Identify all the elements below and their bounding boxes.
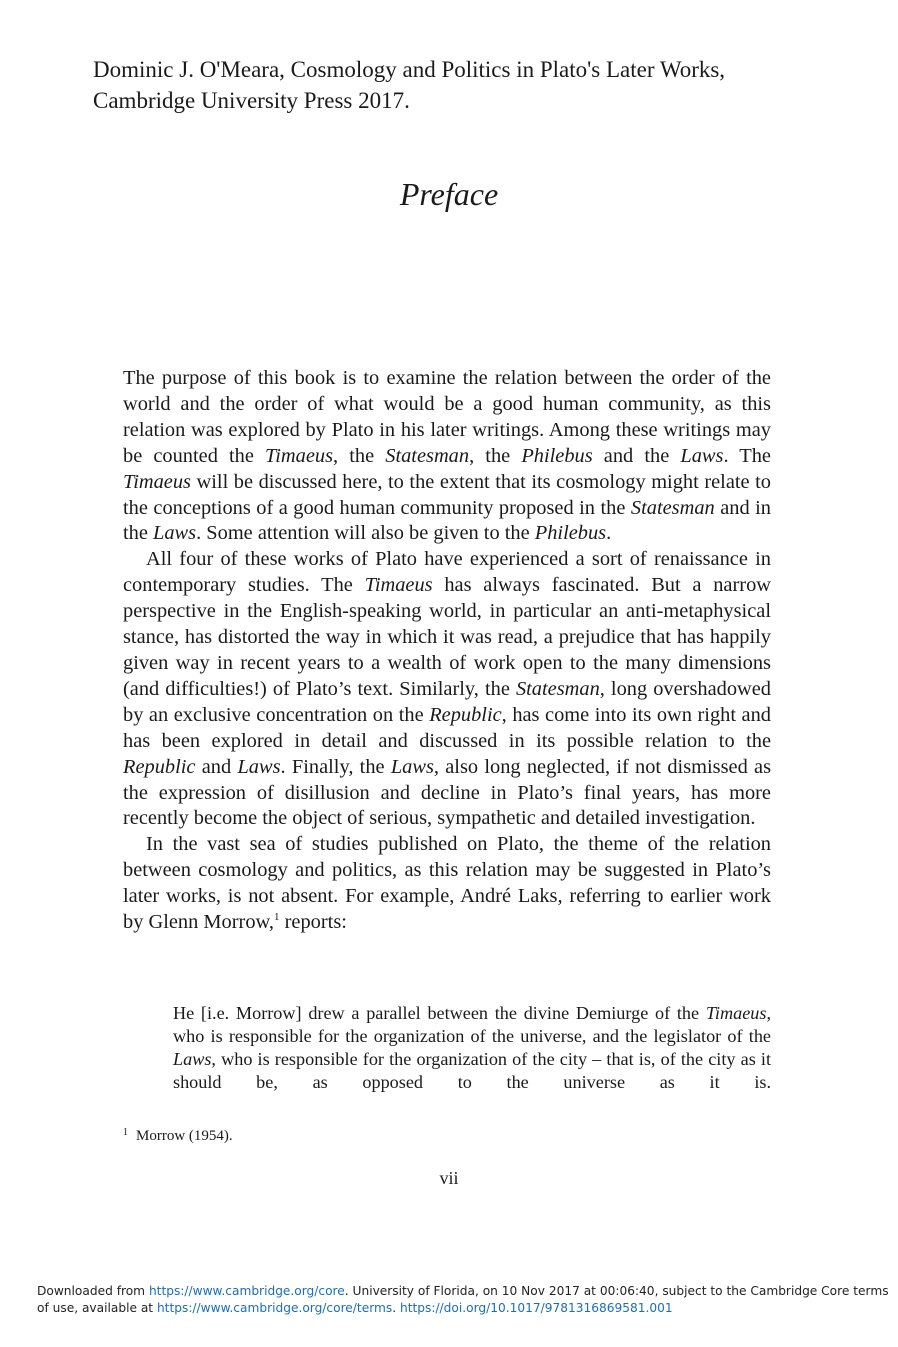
italic-title: Timaeus [123, 470, 191, 493]
cambridge-core-link[interactable]: https://www.cambridge.org/core [148, 1284, 345, 1298]
italic-title: Philebus [534, 522, 607, 545]
block-quote [173, 1002, 771, 1094]
text-run: , also long neglected, if not dismissed as the expression of disillusion and decline in Plato’s final years, has more recently become the object of serious, sympathetic and detailed investigation. [123, 755, 772, 830]
text-run: will be discussed here, to the extent that its cosmology might relate to the conceptions of a good human community proposed in the [123, 470, 771, 519]
text-run: and the [592, 444, 681, 467]
footnote-text: Morrow (1954). [136, 1128, 233, 1144]
italic-title: Timaeus [265, 444, 334, 467]
italic-title: Timaeus [705, 1003, 767, 1023]
text-run: . [392, 1301, 400, 1315]
body-text [123, 366, 771, 936]
text-run: . Some attention will also be given to the [196, 522, 535, 545]
citation-header [93, 54, 853, 116]
paragraph-3 [123, 832, 771, 936]
italic-title: Republic [429, 703, 502, 726]
italic-title: Laws [173, 1049, 212, 1069]
italic-title: Laws [390, 755, 434, 778]
text-run: All four of these works of Plato have experienced a sort of renaissance in contemporary studies. The [123, 548, 771, 597]
text-run: reports: [279, 911, 347, 934]
text-run: In the vast sea of studies published on Plato, the theme of the relation between cosmology and politics, as this relation may be suggested in Plato’s later works, is not absent. For example, André Laks, referring to earlier work by Glenn Morrow, [123, 833, 771, 934]
text-run: . University of Florida, on 10 Nov 2017 at 00:06:40, subject to the Cambridge Core terms [344, 1284, 889, 1298]
citation-line-2: Cambridge University Press 2017. [93, 88, 410, 113]
citation-line-1: Dominic J. O'Meara, Cosmology and Politics in Plato's Later Works, [93, 57, 726, 82]
text-run: has always fascinated. But a narrow perspective in the English-speaking world, in particular an anti-metaphysical stance, has distorted the way in which it was read, a prejudice that has happily given way in recent years to a wealth of work open to the many dimensions (and difficulties!) of Plato’s text. Similarly, the [123, 574, 771, 700]
paragraph-2 [123, 547, 771, 832]
italic-title: Laws [153, 522, 197, 545]
italic-title: Statesman [630, 496, 715, 519]
text-run: , who is responsible for the organization of the universe, and the legislator of the [173, 1003, 771, 1046]
doi-link[interactable]: https://doi.org/10.1017/9781316869581.001 [399, 1301, 673, 1315]
download-notice [37, 1283, 889, 1317]
text-run: and [195, 755, 238, 778]
italic-title: Timaeus [364, 574, 433, 597]
text-run: , the [469, 444, 522, 467]
text-run: . The [723, 444, 771, 467]
italic-title: Laws [680, 444, 724, 467]
italic-title: Republic [123, 755, 196, 778]
text-run: and in the [123, 496, 771, 545]
terms-link[interactable]: https://www.cambridge.org/core/terms [156, 1301, 393, 1315]
text-run: , long overshadowed by an exclusive concentration on the [123, 677, 772, 726]
text-run: . [606, 522, 612, 545]
text-run: . Finally, the [280, 755, 391, 778]
text-run: , the [333, 444, 386, 467]
text-run: , has come into its own right and has been explored in detail and discussed in its possible relation to the [123, 703, 771, 752]
text-run: , who is responsible for the organization of the city – that is, of the city as it should be, as opposed to the universe as it is. [173, 1049, 771, 1092]
text-run: Downloaded from [37, 1284, 149, 1298]
italic-title: Statesman [515, 677, 600, 700]
footnote-reference[interactable]: 1 [274, 911, 280, 924]
italic-title: Philebus [521, 444, 593, 467]
footnote [123, 1127, 233, 1145]
chapter-title: Preface [399, 176, 499, 212]
page-number: vii [439, 1168, 459, 1188]
text-run: The purpose of this book is to examine the relation between the order of the world and the order of what would be a good human community, as this relation was explored by Plato in his later writings. Among these writings may be counted the [123, 367, 771, 467]
text-run: He [i.e. Morrow] drew a parallel between the divine Demiurge of the [173, 1003, 706, 1023]
download-notice-line-2 [37, 1300, 877, 1317]
paragraph-1 [123, 366, 771, 547]
italic-title: Statesman [385, 444, 470, 467]
footnote-mark: 1 [123, 1127, 128, 1138]
italic-title: Laws [237, 755, 281, 778]
download-notice-line-1 [37, 1283, 889, 1300]
text-run: of use, available at [37, 1301, 157, 1315]
